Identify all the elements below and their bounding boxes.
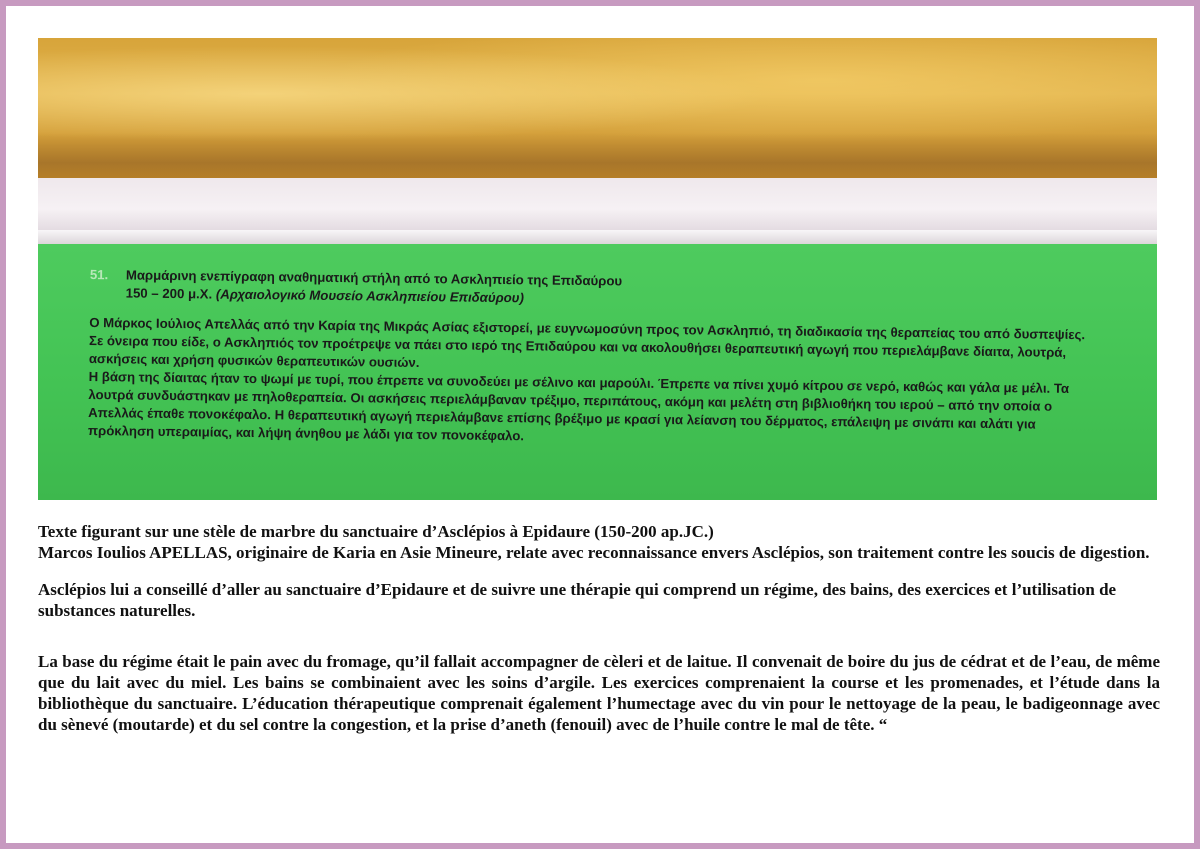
panel-title-block [126,266,623,308]
display-ledge [38,230,1157,244]
panel-source: (Αρχαιολογικό Μουσείο Ασκληπιείου Επιδαύρου) [215,286,525,306]
panel-heading [90,266,1100,314]
museum-label-photo [38,38,1157,500]
caption-paragraph-3: La base du régime était le pain avec du fromage, qu’il fallait accompagner de cèleri et de laitue. Il convenait de boire du jus de cédrat et de l’eau, de même que du lait avec du miel. Les bains se combinaient avec les soins d’argile. Les exercices comprenaient la course et les promenades, et l’étude dans la bibliothèque du sanctuaire. L’éducation thérapeutique comprenait également l’humectage avec du vin pour le nettoyage de la peau, le badigeonnage avec du sènevé (moutarde) et du sel contre la congestion, et la prise d’aneth (fenouil) avec de l’huile contre le mal de tête. “ [38,652,1160,734]
panel-title: Μαρμάρινη ενεπίγραφη αναθηματική στήλη από το Ασκληπιείο της Επιδαύρου [125,267,623,289]
panel-paragraph-1: Ο Μάρκος Ιούλιος Απελλάς από την Καρία της Μικράς Ασίας εξιστορεί, με ευγνωμοσύνη προς τον Ασκληπιό, τη διαδικασία της θεραπείας του από δυσπεψίες. Σε όνειρα που είδε, ο Ασκληπιός τον προέτρεψε να πάει στο ιερό της Επιδαύρου και να ακολουθήσει θεραπευτική αγωγή που περιελάμβανε δίαιτα, λουτρά, ασκήσεις και χρήση φυσικών θεραπευτικών ουσιών. [88,314,1086,371]
panel-body [88,314,1099,452]
caption-paragraph-2: Asclépios lui a conseillé d’aller au sanctuaire d’Epidaure et de suivre une thérapie qui comprend un régime, des bains, des exercices et l’utilisation de substances naturelles. [38,580,1117,620]
panel-paragraph-2: Η βάση της δίαιτας ήταν το ψωμί με τυρί, που έπρεπε να συνοδεύει με σέλινο και μαρούλι. Έπρεπε να πίνει χυμό κίτρου σε νερό, καθώς και γάλα με μέλι. Τα λουτρά συνδυάστηκαν με πηλοθεραπεία. Οι ασκήσεις περιελάμβαναν τρέξιμο, περιπάτους, ακόμη και μελέτη στη βιβλιοθήκη του ιερού – από την οποία ο Απελλάς έπαθε πονοκέφαλο. Η θεραπευτική αγωγή περιελάμβανε επίσης βρέξιμο με κρασί για λείανση του δέρματος, επάλειψη με σινάπι και αλάτι για πρόκληση υπεραιμίας, και λήψη άνηθου με λάδι για τον πονοκέφαλο. [87,368,1070,444]
display-wall [38,178,1157,230]
panel-date: 150 – 200 μ.Χ. [125,285,213,302]
french-translation [38,521,1160,735]
panel-text [88,266,1100,452]
caption-line-2: Marcos Ioulios APELLAS, originaire de Karia en Asie Mineure, relate avec reconnaissance envers Asclépios, son traitement contre les soucis de digestion. [38,543,1150,562]
green-info-panel [38,244,1157,500]
exhibit-number: 51. [89,266,109,283]
caption-line-1: Texte figurant sur une stèle de marbre du sanctuaire d’Asclépios à Epidaure (150-200 ap.JC.) [38,522,714,541]
